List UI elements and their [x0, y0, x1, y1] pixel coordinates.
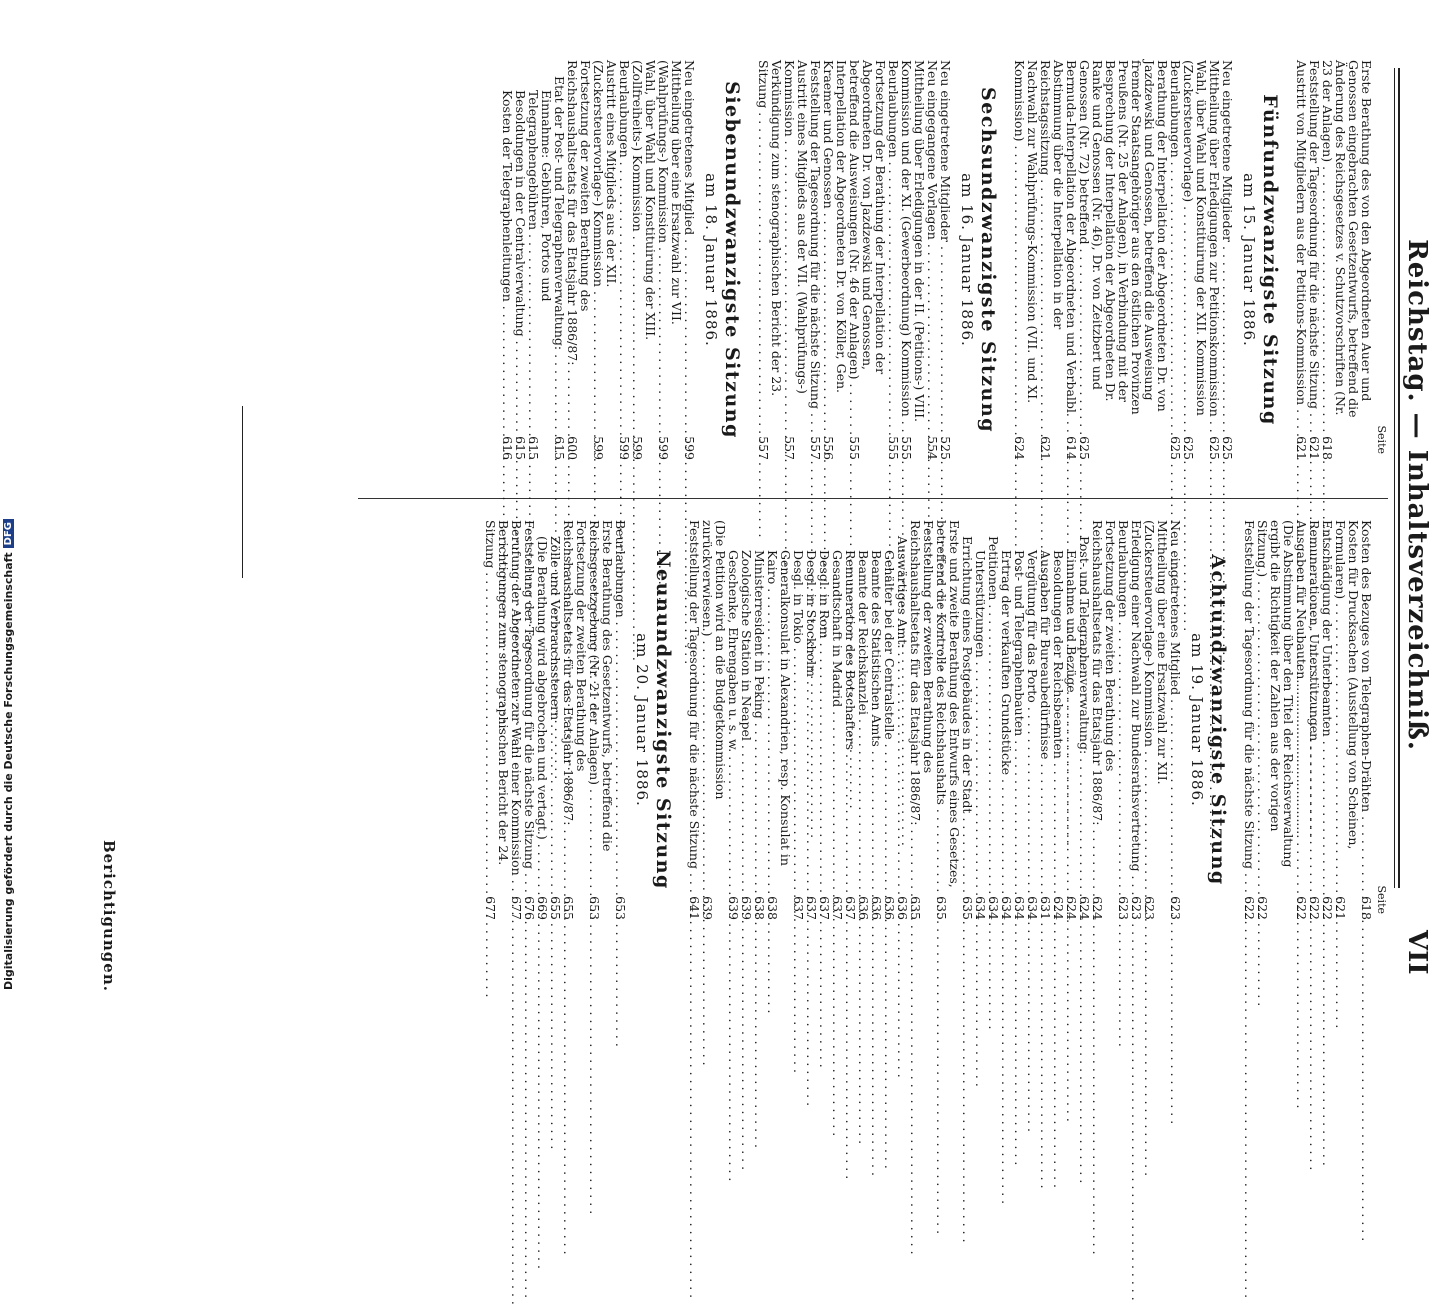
toc-entry [1078, 60, 1169, 460]
toc-entry-page: 599 [617, 436, 632, 460]
toc-entry [896, 520, 909, 920]
toc-entry-text: Feststellung der Tagesordnung für die nächste Sitzung . . . [809, 60, 822, 428]
page-number: VII [1402, 930, 1432, 975]
toc-entry-page: 635 [934, 896, 949, 920]
toc-entry-page: 655 [561, 896, 576, 920]
toc-entry-text: Nachwahl zur Wahlprüfungs-Kommission (VII. und XI. Kommission) . . . [1013, 60, 1039, 428]
footer-text: Digitalisierung gefördert durch die Deutsche Forschungsgemeinschaft [2, 552, 15, 990]
toc-entry-page: 616 [500, 436, 515, 460]
toc-entry-text: (Die Abstimmung über den Titel der Reichsverwaltung ergibt die Richtigkeit der Zahlen aus der vorigen Sitzung.) . . . [1256, 520, 1295, 888]
toc-entry-text: Mittheilung über eine Ersatzwahl zur VII. (Wahlprüfungs-) Kommission . . . [657, 60, 683, 428]
seite-label-right: Seite [1375, 885, 1388, 914]
toc-entry [857, 520, 870, 920]
session-date: am 16. Januar 1886. [958, 173, 976, 347]
toc-entry-text: Post- und Telegraphenverwaltung: . . . [1078, 520, 1091, 888]
toc-entry-text: Erledigung einer Nachwahl zur Bundesrathsvertretung . . . [1130, 520, 1143, 888]
toc-entry-page: 624 [1090, 896, 1105, 920]
toc-entry [1169, 520, 1182, 920]
toc-entry-page: 641 [687, 896, 702, 920]
toc-entry-page: 624 [1064, 896, 1079, 920]
toc-entry-page: 634 [986, 896, 1001, 920]
toc-entry-text: Mittheilung über eine Ersatzwahl zur XII. (Zuckersteuervorlage-) Kommission . . . [1143, 520, 1169, 888]
toc-entry [1221, 60, 1234, 460]
toc-entry [1360, 520, 1373, 920]
toc-entry-text: Wahl, über Wahl und Konstituirung der XIII. (Zollfreiheits-) Kommission . . . [631, 60, 657, 428]
toc-entry-page: 621 [1038, 436, 1053, 460]
toc-entry-page: 625 [1220, 436, 1235, 460]
seite-label: Seite [1375, 425, 1388, 454]
toc-entry [566, 60, 592, 460]
toc-entry-text: Einnahme und Bezüge . . . [1065, 520, 1078, 888]
toc-entry [753, 520, 766, 920]
toc-entry [1143, 520, 1169, 920]
toc-entry [792, 520, 805, 920]
toc-entry [1130, 520, 1143, 920]
toc-entry-text: Gehälter bei der Centralstelle . . . [883, 520, 896, 888]
toc-entry [683, 60, 696, 460]
toc-entry-page: 625 [1077, 436, 1092, 460]
toc-entry-page: 599 [656, 436, 671, 460]
toc-entry [818, 520, 831, 920]
running-header-title: Reichstag. — Inhaltsverzeichniß. [1402, 239, 1432, 751]
toc-entry-page: 637 [830, 896, 845, 920]
session-date: am 15. Januar 1886. [1240, 173, 1258, 347]
toc-entry-text: Geschenke, Ehrengaben u. s. w. . . . [727, 520, 740, 888]
right-sessions [484, 520, 1229, 920]
toc-entry-text: Einnahme: Gebühren, Portos und Telegraphengebühren . . . [527, 60, 553, 428]
toc-entry [1295, 520, 1308, 920]
toc-entry-text: Desgl. in Stockholm . . . [805, 520, 818, 888]
toc-entry [484, 520, 510, 920]
toc-entry-text: Etat der Post- und Telegraphenverwaltung: . . . [553, 60, 566, 428]
toc-entry-page: 621 [1333, 896, 1348, 920]
toc-entry-text: Neu eingetretene Mitglieder . . . [939, 60, 952, 428]
toc-entry-page: 677 [483, 896, 498, 920]
toc-entry-page: 635 [908, 896, 923, 920]
toc-entry-page: 622 [1255, 896, 1270, 920]
toc-entry-page: 625 [1181, 436, 1196, 460]
left-sessions [501, 60, 1281, 460]
toc-entry-text: Erste Berathung des von den Abgeordneten Auer und Genossen eingebrachten Gesetzentwurfs, betreffend die Änderung des Reichsgesetzes v. Schutzvorschriften (Nr. 23 der Anlagen) . . . [1321, 60, 1373, 428]
toc-entry-text: Gesandtschaft in Madrid . . . [831, 520, 844, 888]
toc-entry-page: 639 [726, 896, 741, 920]
toc-entry-page: 555 [847, 436, 862, 460]
toc-entry-text: Verkündigung zum stenographischen Bericht der 23. Sitzung . . . [757, 60, 783, 428]
toc-entry [961, 520, 974, 920]
toc-entry-text: Besoldungen in der Centralverwaltung . . . [514, 60, 527, 428]
toc-entry [939, 60, 952, 460]
toc-entry-text: Unterstützungen . . . [974, 520, 987, 888]
toc-entry [757, 60, 783, 460]
corrections-heading: Berichtigungen. [100, 840, 118, 992]
toc-entry [926, 60, 939, 460]
toc-entry-page: 623 [1129, 896, 1144, 920]
toc-entry-text: Austritt eines Mitglieds aus der XII. (Zuckersteuervorlage-) Kommission . . . [592, 60, 618, 428]
toc-entry-page: 614 [1064, 436, 1079, 460]
toc-entry-page: 600 [565, 436, 580, 460]
toc-entry [805, 520, 818, 920]
toc-entry-page: 624 [1077, 896, 1092, 920]
toc-entry-text: Besoldungen der Reichsbeamten . . . [1052, 520, 1065, 888]
centre-rule [242, 406, 243, 578]
toc-entry [844, 520, 857, 920]
toc-entry [1321, 520, 1334, 920]
toc-entry [1052, 520, 1065, 920]
toc-entry-text: Errichtung eines Postgebäudes in der Stadt . . . [961, 520, 974, 888]
toc-entry-page: 622 [1320, 896, 1335, 920]
toc-entry-page: 634 [1025, 896, 1040, 920]
toc-entry-text: Wahl, über Wahl und Konstituirung der XII. Kommission (Zuckersteuervorlage) . . . [1182, 60, 1208, 428]
toc-entry-text: Fortsetzung der zweiten Berathung des Reichshaushaltsetats für das Etatsjahr 1886/87: . . . [566, 60, 592, 428]
toc-entry-text: Berathung der Interpellation der Abgeordneten Dr. von Jazdzewski und Genossen, betreffend die Ausweisung fremder Staatsangehöriger aus den östlichen Provinzen Preußens (Nr. 25 der Anlagen), in Verbindung mit der Besprechung der Interpellation der Abgeordneten Dr. Ranke und Genossen (Nr. 46), Dr. von Zeitzbert und Genossen (Nr. 72) betreffend . . . [1078, 60, 1169, 428]
toc-entry-text: Remuneration des Botschafters . . . [844, 520, 857, 888]
toc-entry [1091, 520, 1117, 920]
toc-entry-page: 653 [587, 896, 602, 920]
toc-entry-text: Feststellung der Tagesordnung für die nächste Sitzung . . . [1243, 520, 1256, 888]
dfg-logo: DFG [3, 519, 14, 548]
toc-entry-text: Neu eingegangene Vorlagen . . . [926, 60, 939, 428]
toc-entry-text: Kosten für Drucksachen (Ausstellung von Scheinen, Formularen) . . . [1334, 520, 1360, 888]
toc-entry-text: Berichtigungen zum stenographischen Bericht der 24. Sitzung . . . [484, 520, 510, 888]
toc-entry [727, 520, 740, 920]
toc-entry-page: 622 [1307, 896, 1322, 920]
right-top-entries [1243, 520, 1373, 920]
toc-entry [536, 520, 549, 920]
toc-entry-text: Beamte der Reichskanzlei . . . [857, 520, 870, 888]
toc-entry [553, 60, 566, 460]
toc-entry-text: Kosten der Telegraphenleitungen . . . [501, 60, 514, 428]
toc-entry-page: 655 [548, 896, 563, 920]
toc-entry [1039, 60, 1065, 460]
toc-entry [1065, 60, 1078, 460]
toc-entry-text: Neu eingetretene Mitglieder . . . [1221, 60, 1234, 428]
toc-entry-text: Beurlaubungen . . . [614, 520, 627, 888]
toc-entry [1182, 60, 1208, 460]
session-heading: Siebenundzwanzigste Sitzung [721, 81, 743, 439]
toc-entry [523, 520, 536, 920]
toc-entry [1000, 520, 1013, 920]
toc-entry-text: Zoologische Station in Neapel . . . [740, 520, 753, 888]
toc-entry-page: 637 [817, 896, 832, 920]
toc-entry-page: 625 [1207, 436, 1222, 460]
toc-entry-page: 636 [895, 896, 910, 920]
toc-entry-page: 599 [630, 436, 645, 460]
toc-entry [1334, 520, 1360, 920]
toc-entry-text: Post- und Telegraphenbauten . . . [1013, 520, 1026, 888]
toc-entry [701, 520, 727, 920]
toc-entry-page: 677 [509, 896, 524, 920]
session-heading: Sechsundzwanzigste Sitzung [977, 87, 999, 433]
toc-entry-page: 599 [591, 436, 606, 460]
toc-entry-text: Entschädigung der Unterbeamten . . . [1321, 520, 1334, 888]
toc-entry [1013, 60, 1039, 460]
toc-entry-page: 555 [899, 436, 914, 460]
toc-entry [562, 520, 588, 920]
toc-entry [1308, 60, 1321, 460]
toc-entry-page: 599 [682, 436, 697, 460]
toc-entry-text: Fortsetzung der zweiten Berathung des Reichshaushaltsetats für das Etatsjahr 1886/87: . . . [562, 520, 588, 888]
toc-entry-page: 625 [1168, 436, 1183, 460]
toc-entry-page: 636 [882, 896, 897, 920]
right-column [484, 520, 1388, 920]
toc-entry-text: Ausgaben für Bureaubedürfnisse . . . [1039, 520, 1052, 888]
toc-entry-text: Beurlaubungen . . . [618, 60, 631, 428]
toc-entry-page: 635 [960, 896, 975, 920]
toc-entry-text: Erste und zweite Berathung des Entwurfs eines Gesetzes, betreffend die Kontrolle des Reichshaushalts . . . [935, 520, 961, 888]
toc-entry [631, 60, 657, 460]
toc-entry-text: Zölle und Verbrauchssteuern . . . [549, 520, 562, 888]
toc-entry [987, 520, 1000, 920]
header-rule [1398, 68, 1400, 888]
toc-entry [688, 520, 701, 920]
toc-entry-page: 624 [1012, 436, 1027, 460]
toc-entry-page: 653 [613, 896, 628, 920]
toc-entry-page: 525 [938, 436, 953, 460]
toc-entry-page: 622 [1294, 896, 1309, 920]
toc-entry-page: 637 [843, 896, 858, 920]
toc-entry-text: Generalkonsulat in Alexandrien, resp. Konsulat in Kairo . . . [766, 520, 792, 888]
toc-entry-page: 638 [765, 896, 780, 920]
toc-entry-text: Feststellung der Tagesordnung für die nächste Sitzung . . . [523, 520, 536, 888]
toc-entry-page: 554 [925, 436, 940, 460]
session-heading: Fünfundzwanzigste Sitzung [1259, 94, 1281, 426]
toc-entry-text: Austritt eines Mitglieds aus der VII. (Wahlprüfungs-) Kommission . . . [783, 60, 809, 428]
toc-entry [614, 520, 627, 920]
toc-entry [514, 60, 527, 460]
toc-entry [766, 520, 792, 920]
toc-entry-page: 638 [752, 896, 767, 920]
toc-entry-page: 615 [513, 436, 528, 460]
toc-entry-page: 639 [700, 896, 715, 920]
toc-entry [1243, 520, 1256, 920]
toc-entry-page: 631 [1038, 896, 1053, 920]
toc-entry-page: 615 [552, 436, 567, 460]
toc-entry [848, 60, 887, 460]
session-heading: Achtundzwanzigste Sitzung [1207, 554, 1229, 886]
toc-entry-page: 618 [1320, 436, 1335, 460]
toc-entry-text: Abstimmung über die Interpellation in der Reichstagssitzung . . . [1039, 60, 1065, 428]
toc-entry-page: 557 [756, 436, 771, 460]
toc-entry-text: Remunerationen, Unterstützungen . . . [1308, 520, 1321, 888]
toc-entry [974, 520, 987, 920]
toc-entry-page: 637 [804, 896, 819, 920]
toc-entry [618, 60, 631, 460]
left-top-entries [1295, 60, 1373, 460]
toc-entry-text: Ausgaben für Neubauten . . . [1295, 520, 1308, 888]
toc-entry-text: Kosten des Bezuges von Telegraphen-Drähten . . . [1360, 520, 1373, 888]
toc-entry [1321, 60, 1373, 460]
toc-entry-text: Fortsetzung der Berathung der Interpellation der Abgeordneten Dr. von Jazdzewski und Genossen, betreffend die Ausweisungen (Nr. 46 der Anlagen) . . . [848, 60, 887, 428]
toc-entry [783, 60, 809, 460]
toc-entry [1208, 60, 1221, 460]
toc-entry-text: (Die Petition wird an die Budgetkommission zurückverwiesen.) . . . [701, 520, 727, 888]
toc-entry [1078, 520, 1091, 920]
toc-entry-page: 621 [1294, 436, 1309, 460]
toc-entry-text: Beurlaubungen . . . [887, 60, 900, 428]
toc-entry-page: 634 [973, 896, 988, 920]
toc-entry [1295, 60, 1308, 460]
toc-entry-page: 615 [526, 436, 541, 460]
session-date: am 19. Januar 1886. [1188, 633, 1206, 807]
toc-entry [870, 520, 883, 920]
toc-entry-page: 622 [1242, 896, 1257, 920]
toc-entry-text: Feststellung der Tagesordnung für die nächste Sitzung . . . [688, 520, 701, 888]
toc-entry [900, 60, 926, 460]
toc-entry-page: 618 [1359, 896, 1374, 920]
toc-entry [1013, 520, 1026, 920]
toc-entry-text: Berufung der Abgeordneten zur Wahl einer Kommission . . . [510, 520, 523, 888]
toc-entry [822, 60, 848, 460]
toc-entry-text: Petitionen . . . [987, 520, 1000, 888]
session-date: am 18. Januar 1886. [702, 173, 720, 347]
toc-entry [887, 60, 900, 460]
toc-entry-page: 639 [739, 896, 754, 920]
toc-entry-text: Beurlaubungen . . . [1169, 60, 1182, 428]
toc-entry [1256, 520, 1295, 920]
toc-entry-text: Erste Berathung des Gesetzentwurfs, betreffend die Reichsgesetzgebung (Nr. 21 der Anlagen) . . . [588, 520, 614, 888]
session-heading: Neunundzwanzigste Sitzung [652, 550, 674, 890]
toc-entry-text: Neu eingetretenes Mitglied . . . [683, 60, 696, 428]
toc-entry-text: Ertrag der verkauften Grundstücke . . . [1000, 520, 1013, 888]
toc-entry [935, 520, 961, 920]
toc-entry-text: Auswärtiges Amt: . . . [896, 520, 909, 888]
toc-entry-page: 676 [522, 896, 537, 920]
toc-entry [588, 520, 614, 920]
toc-entry-page: 555 [886, 436, 901, 460]
toc-entry [740, 520, 753, 920]
toc-entry-text: Beamte des Statistischen Amts . . . [870, 520, 883, 888]
toc-entry [1026, 520, 1039, 920]
toc-entry-page: 623 [1116, 896, 1131, 920]
toc-entry [883, 520, 896, 920]
toc-entry-text: Desgl. in Rom . . . [818, 520, 831, 888]
header-rule-thin [1394, 68, 1395, 888]
toc-entry-text: Bermuda-Interpellation der Abgeordneten und Verbalbl. . . . [1065, 60, 1078, 428]
toc-entry [592, 60, 618, 460]
toc-entry-text: Mittheilung über Erledigungen zur Petitionskommission . . . [1208, 60, 1221, 428]
toc-entry [1169, 60, 1182, 460]
toc-entry [501, 60, 514, 460]
toc-entry-text: Neu eingetretenes Mitglied . . . [1169, 520, 1182, 888]
toc-entry-text: Interpellation der Abgeordneten Dr. von Köller, Gen. Kraemer und Genossen . . . [822, 60, 848, 428]
toc-entry-page: 637 [791, 896, 806, 920]
toc-entry [809, 60, 822, 460]
toc-entry [1039, 520, 1052, 920]
toc-entry [1308, 520, 1321, 920]
toc-entry [909, 520, 935, 920]
toc-entry-page: 557 [782, 436, 797, 460]
toc-entry-page: 557 [808, 436, 823, 460]
toc-entry-page: 669 [535, 896, 550, 920]
toc-entry-page: 636 [856, 896, 871, 920]
toc-entry-text: Ministerresident in Peking . . . [753, 520, 766, 888]
toc-entry-text: Fortsetzung der zweiten Berathung des Reichshaushaltsetats für das Etatsjahr 1886/87: . . . [1091, 520, 1117, 888]
toc-entry-text: (Die Berathung wird abgebrochen und vertagt.) . . . [536, 520, 549, 888]
toc-entry-page: 556 [821, 436, 836, 460]
toc-entry-page: 624 [1051, 896, 1066, 920]
toc-entry [657, 60, 683, 460]
left-column [501, 60, 1388, 460]
toc-entry [527, 60, 553, 460]
toc-entry-text: Desgl. in Tokio . . . [792, 520, 805, 888]
toc-entry-page: 621 [1307, 436, 1322, 460]
toc-entry-text: Beurlaubungen . . . [1117, 520, 1130, 888]
toc-entry-text: Feststellung der Tagesordnung für die nächste Sitzung . . . [1308, 60, 1321, 428]
toc-entry [1117, 520, 1130, 920]
toc-entry-page: 634 [999, 896, 1014, 920]
toc-entry-text: Mittheilung über Erledigungen in der II. (Petitions-) VIII. Kommission und der XI. (Gewerbeordnung) Kommission . . . [900, 60, 926, 428]
toc-entry [1065, 520, 1078, 920]
toc-entry-page: 623 [1168, 896, 1183, 920]
toc-entry-page: 636 [869, 896, 884, 920]
toc-entry [549, 520, 562, 920]
toc-entry [831, 520, 844, 920]
toc-entry-text: Vergütung für das Porto . . . [1026, 520, 1039, 888]
toc-entry-page: 623 [1142, 896, 1157, 920]
dfg-footer [2, 519, 15, 990]
session-date: am 20. Januar 1886. [633, 633, 651, 807]
toc-entry-page: 634 [1012, 896, 1027, 920]
toc-entry [510, 520, 523, 920]
toc-entry-text: Feststellung der zweiten Berathung des Reichshaushaltsetats für das Etatsjahr 1886/87: . . . [909, 520, 935, 888]
toc-entry-text: Austritt von Mitgliedern aus der Petitions-Kommission . . . [1295, 60, 1308, 428]
